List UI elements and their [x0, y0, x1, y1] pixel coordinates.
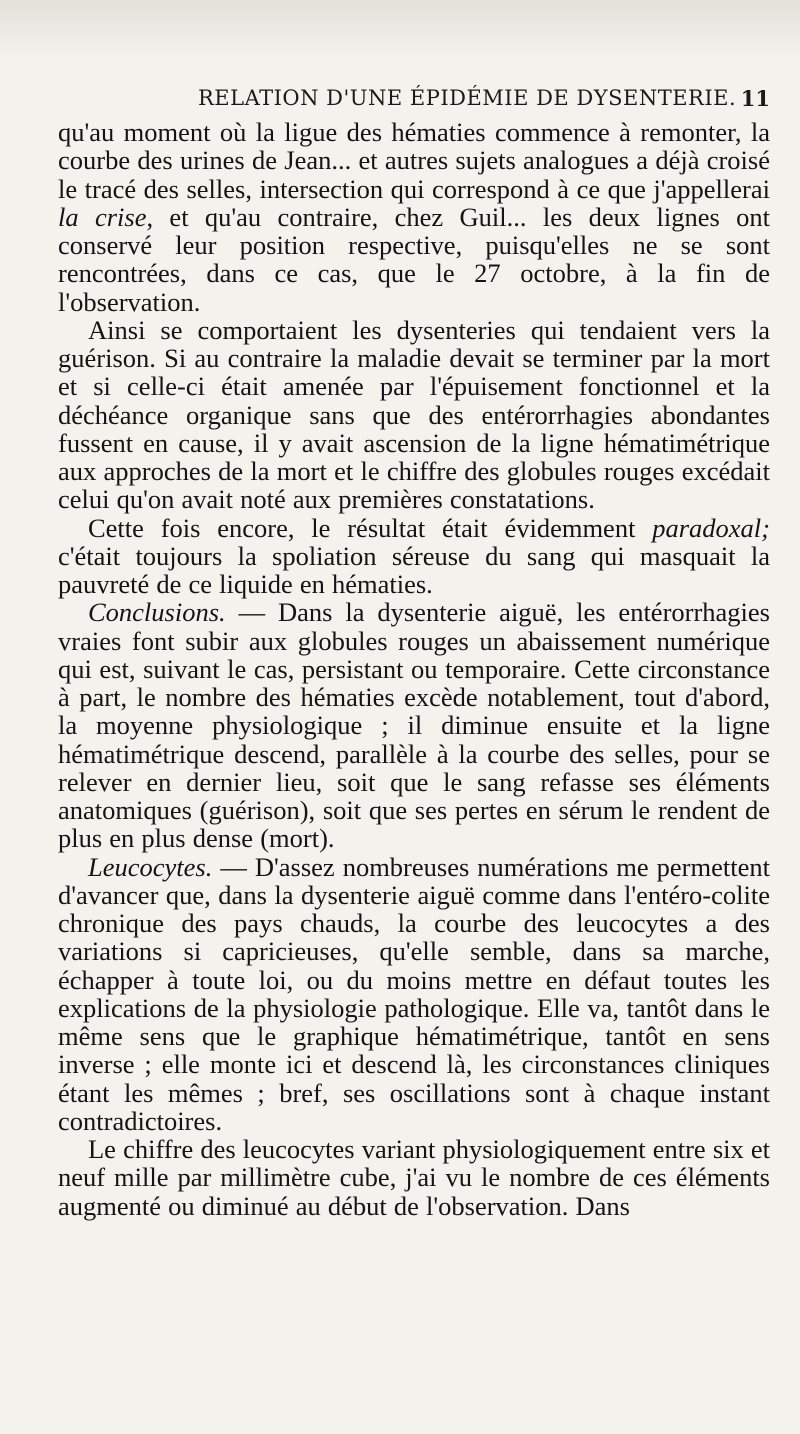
paragraph-text: qu'au moment où la ligue des hématies commence à remonter, la courbe des urines de Jean... et autres sujets analogues a déjà croisé le tracé des selles, intersection qui correspond à ce que j'appellerai — [58, 117, 770, 204]
page-number: 11 — [740, 86, 770, 111]
paragraph — [58, 598, 770, 852]
paragraph — [58, 514, 770, 599]
italic-term: la crise — [58, 201, 147, 232]
section-heading: Leucocytes. — [88, 851, 213, 882]
paragraph: Ainsi se comportaient les dysenteries qui tendaient vers la guérison. Si au contraire la maladie devait se terminer par la mort et si celle-ci était amenée par l'épuisement fonctionnel et la déchéance organique sans que des entérorrhagies abondantes fussent en cause, il y avait ascension de la ligne hématimétrique aux approches de la mort et le chiffre des globules rouges excédait celui qu'on avait noté aux premières constatations. — [58, 314, 770, 515]
paragraph — [58, 118, 770, 316]
paragraph-text: — D'assez nombreuses numérations me permettent d'avancer que, dans la dysenterie aiguë comme dans l'entéro-colite chronique des pays chauds, la courbe des leucocytes a des variations si capricieuses, qu'elle semble, dans sa marche, échapper à toute loi, ou du moins mettre en défaut toutes les explications de la physiologie pathologique. Elle va, tantôt dans le même sens que le graphique hématimétrique, tantôt en sens inverse ; elle monte ici et descend là, les circonstances cliniques étant les mêmes ; bref, ses oscillations sont à chaque instant contradictoires. — [58, 851, 770, 1136]
paragraph — [58, 853, 770, 1136]
paragraph-text: c'était toujours la spoliation séreuse du sang qui masquait la pauvreté de ce liquide en hématies. — [58, 540, 770, 599]
italic-term: paradoxal; — [652, 512, 770, 543]
body-text — [58, 118, 770, 1220]
paragraph-text: , et qu'au contraire, chez Guil... les deux lignes ont conservé leur position respective, puisqu'elles ne se sont rencontrées, dans ce cas, que le 27 octobre, à la fin de l'observation. — [58, 201, 770, 317]
running-title: RELATION D'UNE ÉPIDÉMIE DE DYSENTERIE. — [198, 86, 737, 110]
page-edge-shadow — [0, 0, 800, 60]
section-heading: Conclusions. — [88, 597, 226, 628]
paragraph-text: — Dans la dysenterie aiguë, les entérorrhagies vraies font subir aux globules rouges un abaissement numérique qui est, suivant le cas, persistant ou temporaire. Cette circonstance à part, le nombre des hématies excède notablement, tout d'abord, la moyenne physiologique ; il diminue ensuite et la ligne hématimétrique descend, parallèle à la courbe des selles, pour se relever en dernier lieu, soit que le sang refasse ses éléments anatomiques (guérison), soit que ses pertes en sérum le rendent de plus en plus dense (mort). — [58, 597, 770, 854]
running-header — [58, 84, 770, 116]
paragraph-text: Cette fois encore, le résultat était évidemment — [88, 512, 653, 543]
paragraph: Le chiffre des leucocytes variant physiologiquement entre six et neuf mille par millimètre cube, j'ai vu le nombre de ces éléments augmenté ou diminué au début de l'observation. Dans — [58, 1134, 770, 1221]
